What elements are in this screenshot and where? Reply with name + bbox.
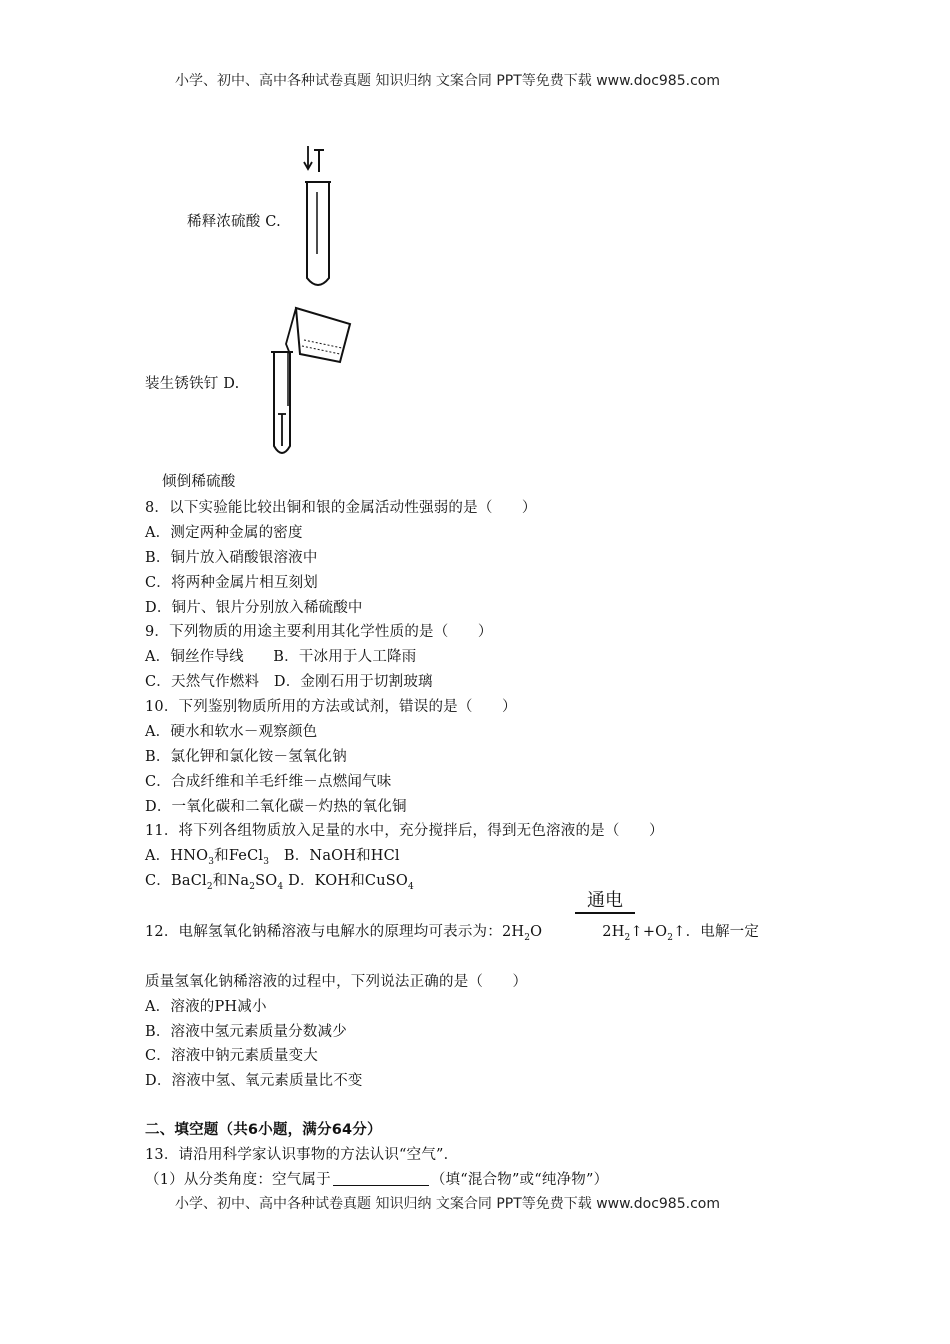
q12-option-d: D．溶液中氢、氧元素质量比不变 — [145, 1073, 363, 1089]
q10-stem: 10．下列鉴别物质所用的方法或试剂，错误的是（ ） — [145, 699, 517, 715]
q12-option-b: B．溶液中氢元素质量分数减少 — [145, 1024, 347, 1040]
condition-text: 通电 — [587, 890, 623, 911]
q12-stem-suffix: ↑．电解一定 — [673, 924, 760, 940]
q11-a-prefix: A．HNO — [145, 848, 209, 864]
figure-d-caption: 倾倒稀硫酸 — [162, 474, 236, 490]
q13-stem: 13．请沿用科学家认识事物的方法认识“空气”． — [145, 1147, 459, 1163]
q11-d-sub: 4 — [407, 881, 414, 892]
q11-a-mid: 和FeCl — [214, 848, 264, 864]
q8-stem: 8．以下实验能比较出铜和银的金属活动性强弱的是（ ） — [145, 500, 537, 516]
pouring-beaker-d-illustration — [264, 296, 364, 462]
q12-sub-c: 2 — [667, 932, 674, 943]
q12-water-o: O — [530, 924, 543, 940]
q13-part1 — [145, 1168, 608, 1189]
q12-stem-line1 — [145, 920, 759, 943]
q12-product-mid: ↑+O — [630, 924, 668, 940]
q13-part1-prefix: （1）从分类角度：空气属于 — [145, 1172, 331, 1188]
q11-a-sub2: 3 — [263, 856, 270, 867]
q11-c-mid: 和Na — [212, 873, 250, 889]
q12-stem-line2: 质量氢氧化钠稀溶液的过程中，下列说法正确的是（ ） — [145, 974, 528, 990]
q11-c-prefix: C．BaCl — [145, 873, 207, 889]
answer-blank[interactable] — [333, 1171, 429, 1186]
q11-c-sub2: 2 — [249, 881, 256, 892]
q12-sub-a: 2 — [524, 932, 531, 943]
figure-c-label: 稀释浓硫酸 C. — [187, 214, 281, 230]
section-2-title: 二、填空题（共6小题，满分64分） — [145, 1122, 382, 1138]
q8-option-b: B．铜片放入硝酸银溶液中 — [145, 550, 318, 566]
q12-option-c: C．溶液中钠元素质量变大 — [145, 1048, 318, 1064]
q11-options-cd — [145, 869, 414, 892]
q10-option-a: A．硬水和软水－观察颜色 — [145, 724, 318, 740]
q9-stem: 9．下列物质的用途主要利用其化学性质的是（ ） — [145, 624, 493, 640]
page-header: 小学、初中、高中各种试卷真题 知识归纳 文案合同 PPT等免费下载 www.doc985.com — [175, 73, 720, 89]
q11-options-ab — [145, 844, 400, 867]
q10-option-b: B．氯化钾和氯化铵－氢氧化钠 — [145, 749, 347, 765]
figure-d-label: 装生锈铁钉 D. — [145, 376, 240, 392]
q8-option-d: D．铜片、银片分别放入稀硫酸中 — [145, 600, 363, 616]
q8-option-a: A．测定两种金属的密度 — [145, 525, 303, 541]
condition-bar — [575, 912, 635, 914]
q11-c-sub1: 2 — [206, 881, 213, 892]
q8-option-c: C．将两种金属片相互刻划 — [145, 575, 318, 591]
q9-options-cd: C．天然气作燃料 D．金刚石用于切割玻璃 — [145, 674, 433, 690]
q11-stem: 11．将下列各组物质放入足量的水中，充分搅拌后，得到无色溶液的是（ ） — [145, 823, 664, 839]
q12-sub-b: 2 — [624, 932, 631, 943]
test-tube-c-illustration — [296, 142, 338, 290]
q12-stem-prefix: 12．电解氢氧化钠稀溶液与电解水的原理均可表示为：2H — [145, 924, 525, 940]
q10-option-d: D．一氧化碳和二氧化碳－灼热的氧化铜 — [145, 799, 407, 815]
q11-option-d: D．KOH和CuSO — [283, 873, 408, 889]
electrolysis-condition — [575, 886, 635, 914]
q9-options-ab: A．铜丝作导线 B．干冰用于人工降雨 — [145, 649, 417, 665]
page-footer: 小学、初中、高中各种试卷真题 知识归纳 文案合同 PPT等免费下载 www.doc985.com — [175, 1196, 720, 1212]
q11-c-sub3: 4 — [277, 881, 284, 892]
q13-part1-suffix: （填“混合物”或“纯净物”） — [430, 1172, 609, 1188]
q11-a-sub1: 3 — [208, 856, 215, 867]
q12-option-a: A．溶液的PH减小 — [145, 999, 267, 1015]
q11-option-b: B．NaOH和HCl — [269, 848, 400, 864]
q10-option-c: C．合成纤维和羊毛纤维－点燃闻气味 — [145, 774, 392, 790]
q11-c-mid2: SO — [255, 873, 278, 889]
q12-product-h: 2H — [602, 924, 625, 940]
